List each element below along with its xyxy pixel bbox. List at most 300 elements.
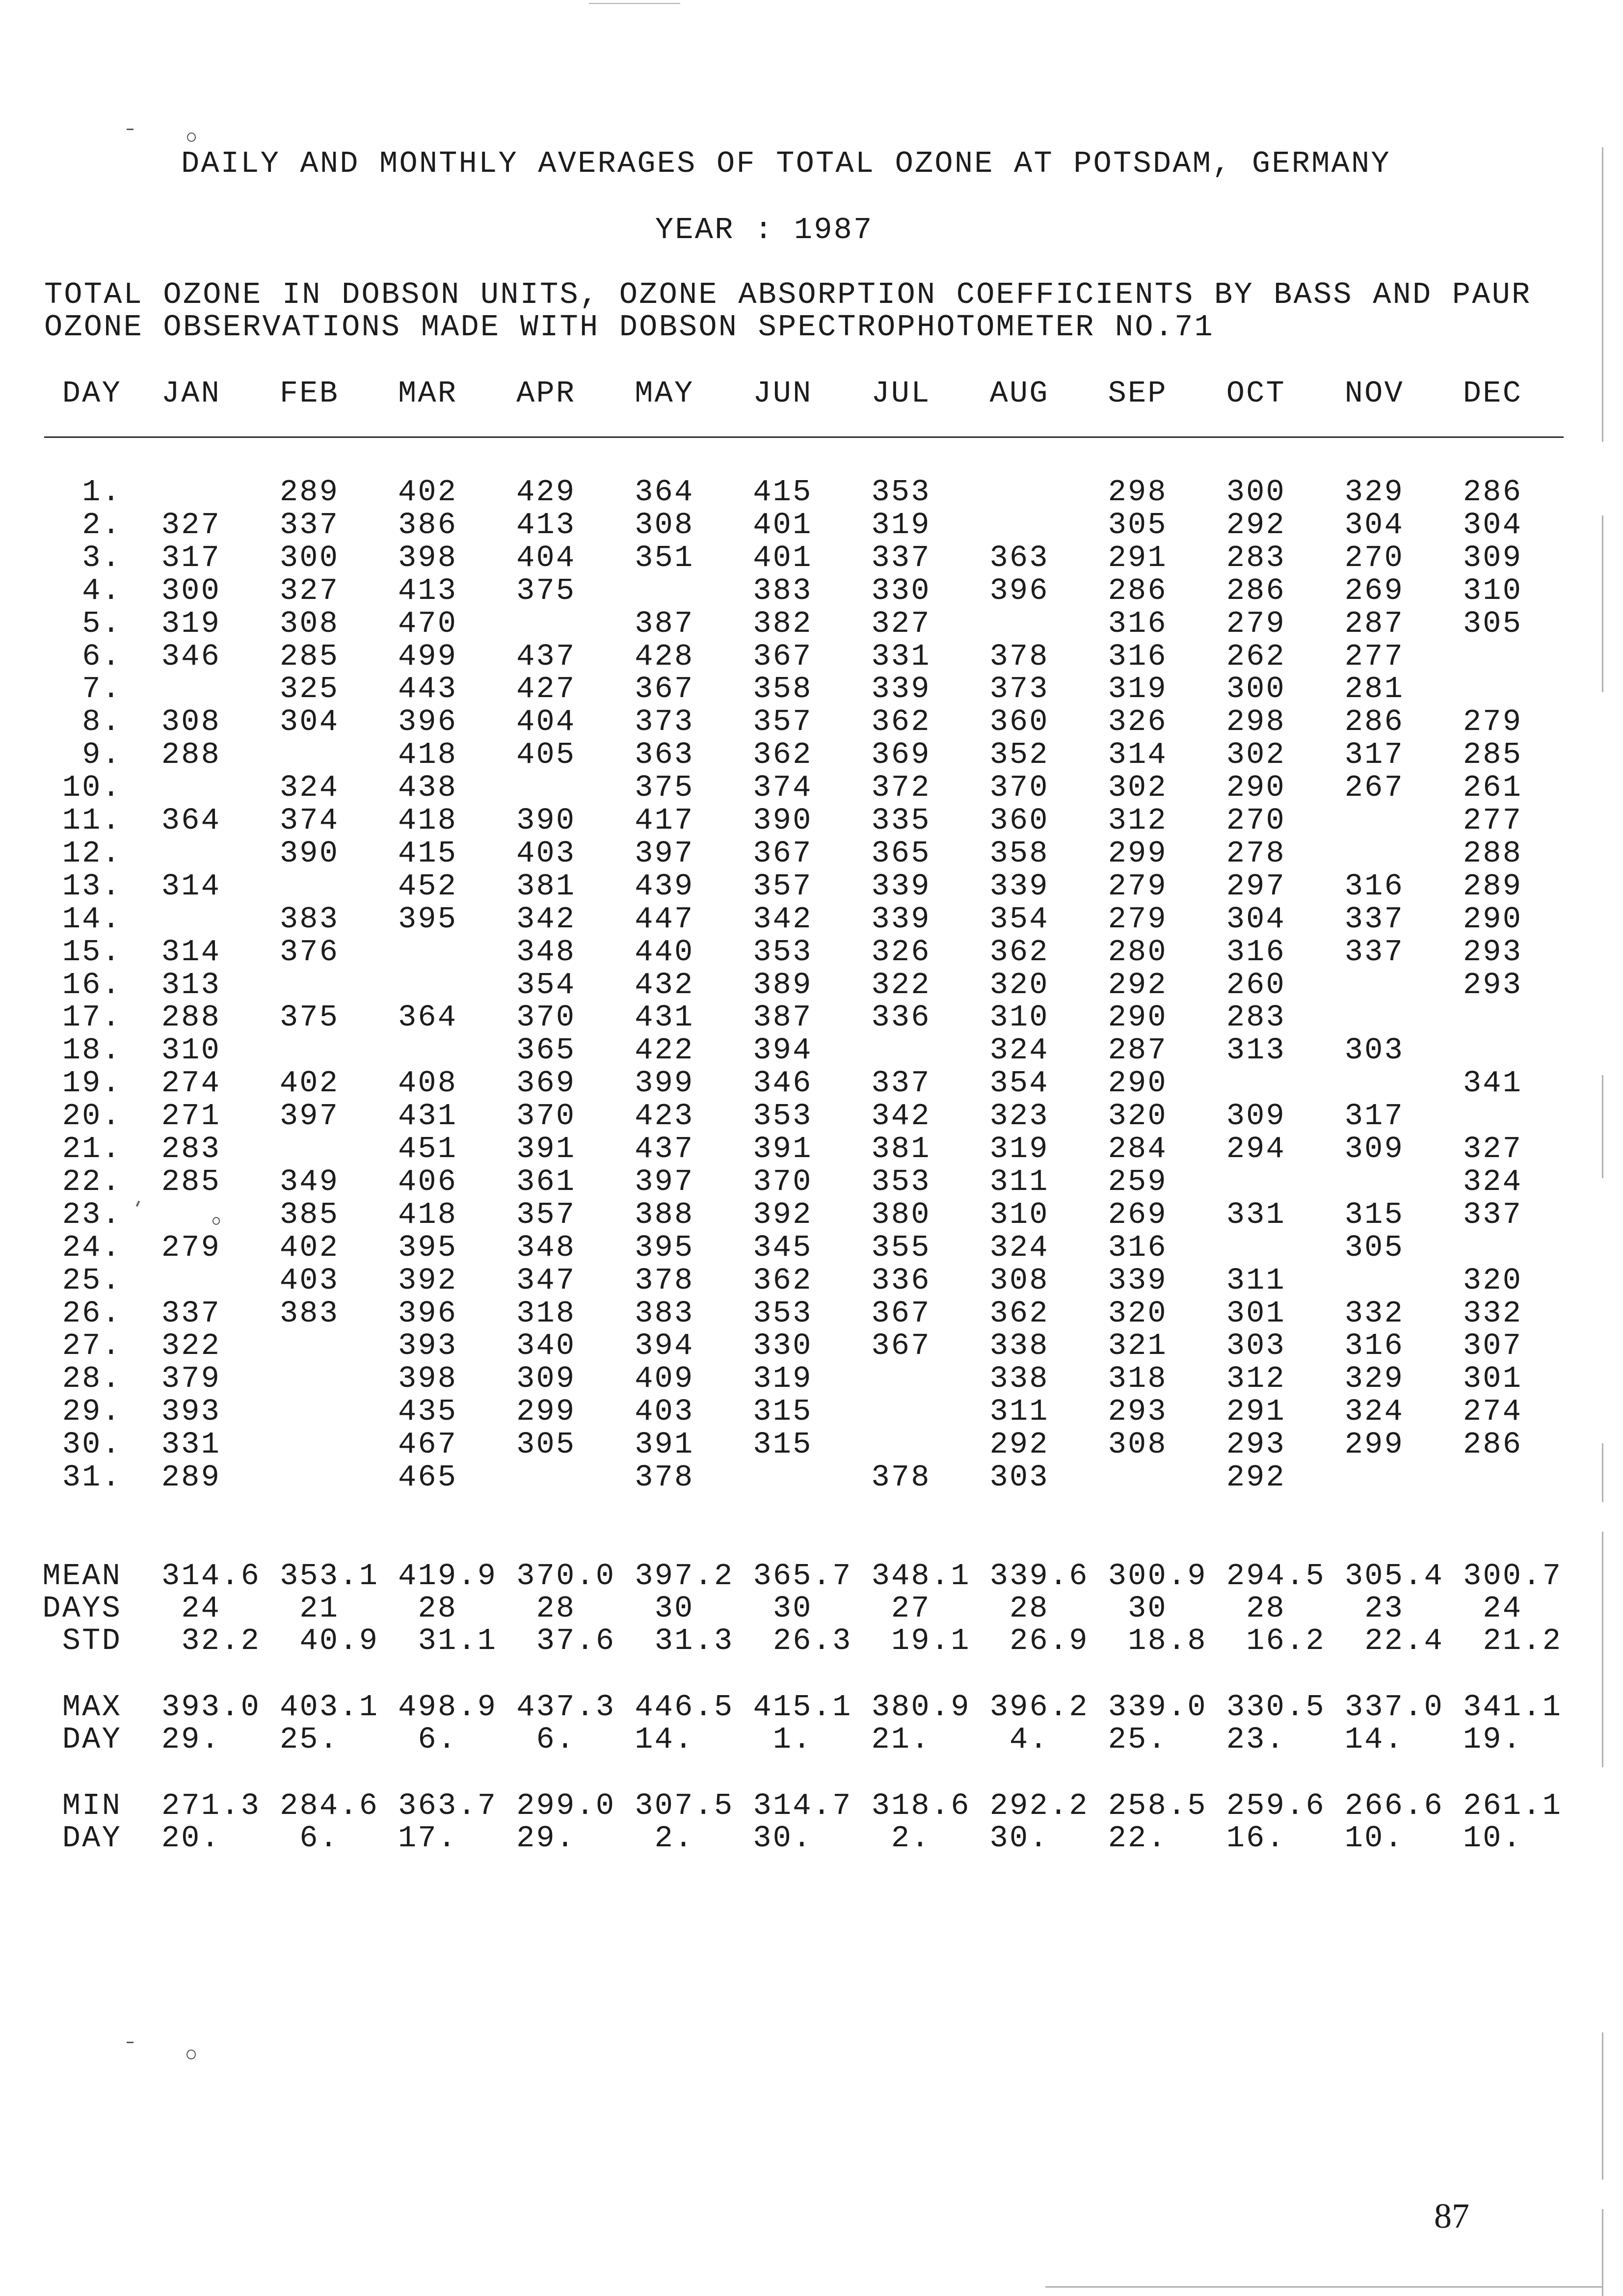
ozone-value: 316 (1344, 868, 1404, 904)
ozone-value: 383 (635, 1296, 694, 1331)
ozone-value: 290 (1108, 1066, 1168, 1101)
ozone-value: 305 (1108, 507, 1168, 542)
day-label: 27. (62, 1328, 122, 1364)
ozone-value: 293 (1463, 967, 1523, 1002)
ozone-value: 367 (871, 1296, 931, 1331)
ozone-value: 279 (161, 1230, 221, 1265)
ozone-value: 370 (753, 1164, 813, 1199)
ozone-value: 259 (1108, 1164, 1168, 1199)
day-label: 7. (82, 672, 122, 707)
summary-value: 403.1 (280, 1690, 379, 1725)
ozone-value: 417 (635, 803, 694, 838)
summary-value: 21.2 (1483, 1623, 1563, 1658)
summary-value: 27 (891, 1591, 931, 1626)
ozone-value: 286 (1226, 573, 1286, 608)
ozone-value: 283 (1226, 1000, 1286, 1035)
summary-value: 23 (1364, 1591, 1404, 1626)
summary-value: 30 (1128, 1591, 1168, 1626)
page-number: 87 (1434, 2196, 1469, 2236)
ozone-value: 331 (1226, 1197, 1286, 1232)
ozone-value: 312 (1108, 803, 1168, 838)
summary-value: 30. (753, 1821, 813, 1856)
summary-value: 22.4 (1364, 1623, 1444, 1658)
ozone-value: 353 (753, 1099, 813, 1134)
page-title: DAILY AND MONTHLY AVERAGES OF TOTAL OZONE AT POTSDAM, GERMANY (181, 146, 1391, 181)
ozone-value: 399 (635, 1066, 694, 1101)
ozone-value: 287 (1108, 1033, 1168, 1068)
ozone-value: 409 (635, 1361, 694, 1397)
ozone-value: 302 (1226, 737, 1286, 773)
summary-row-min-5 (0, 1789, 1623, 1822)
summary-label: DAYS (42, 1591, 122, 1626)
ozone-value: 284 (1108, 1132, 1168, 1166)
ozone-value: 277 (1344, 639, 1404, 674)
ozone-value: 329 (1344, 1361, 1404, 1397)
summary-label: MIN (62, 1788, 122, 1823)
ozone-value: 324 (1463, 1164, 1523, 1199)
ozone-value: 383 (279, 901, 340, 937)
scan-bottom-line (1045, 2286, 1602, 2288)
summary-value: 4. (1009, 1722, 1049, 1757)
ozone-value: 313 (161, 967, 221, 1002)
summary-value: 19.1 (891, 1623, 971, 1658)
summary-value: 22. (1108, 1821, 1168, 1856)
ozone-value: 353 (753, 1296, 813, 1331)
day-label: 19. (62, 1066, 122, 1101)
summary-value: 26.9 (1010, 1623, 1089, 1658)
ozone-value: 299 (516, 1394, 576, 1430)
ozone-value: 267 (1344, 770, 1404, 806)
ozone-value: 402 (279, 1230, 340, 1265)
ozone-value: 395 (398, 1230, 458, 1265)
summary-value: 299.0 (516, 1788, 616, 1823)
ozone-value: 337 (871, 540, 931, 575)
month-header-mar: MAR (398, 376, 458, 411)
summary-value: 363.7 (398, 1788, 498, 1823)
ozone-value: 325 (279, 672, 340, 707)
summary-value: 365.7 (753, 1559, 852, 1594)
ozone-value: 381 (516, 868, 576, 904)
ozone-value: 283 (1226, 540, 1286, 575)
ozone-value: 351 (635, 540, 694, 575)
ozone-value: 431 (398, 1099, 458, 1134)
summary-value: 300.7 (1463, 1559, 1563, 1594)
ozone-value: 316 (1108, 639, 1168, 674)
ozone-value: 339 (871, 672, 931, 707)
summary-row-day-6 (0, 1822, 1623, 1855)
summary-value: 419.9 (398, 1559, 498, 1594)
ozone-value: 437 (635, 1132, 694, 1166)
ozone-value: 317 (1344, 737, 1404, 773)
ozone-value: 361 (516, 1164, 576, 1199)
ozone-value: 335 (871, 803, 931, 838)
ozone-value: 339 (1108, 1263, 1168, 1298)
ozone-value: 294 (1226, 1132, 1286, 1166)
ozone-value: 320 (1108, 1099, 1168, 1134)
ozone-value: 470 (398, 606, 458, 641)
ozone-value: 403 (635, 1394, 694, 1430)
day-label: 8. (82, 704, 122, 740)
day-label: 24. (62, 1230, 122, 1265)
ozone-value: 358 (989, 836, 1049, 871)
day-label: 5. (82, 606, 122, 641)
ozone-value: 385 (279, 1197, 340, 1232)
ozone-value: 422 (635, 1033, 694, 1068)
ozone-value: 337 (871, 1066, 931, 1101)
ozone-value: 362 (753, 737, 813, 773)
ozone-value: 357 (753, 868, 813, 904)
summary-value: 32.2 (181, 1623, 261, 1658)
day-label: 4. (82, 573, 122, 608)
day-label: 21. (62, 1132, 122, 1166)
month-header-feb: FEB (279, 376, 340, 411)
summary-value: 330.5 (1226, 1690, 1326, 1725)
ozone-value: 270 (1226, 803, 1286, 838)
ozone-value: 303 (1226, 1328, 1286, 1364)
ozone-value: 293 (1108, 1394, 1168, 1430)
summary-value: 300.9 (1108, 1559, 1207, 1594)
ozone-value: 292 (989, 1427, 1049, 1462)
ozone-value: 327 (161, 507, 221, 542)
ozone-value: 354 (989, 901, 1049, 937)
day-label: 17. (62, 1000, 122, 1035)
ozone-value: 499 (398, 639, 458, 674)
summary-row-days-1 (0, 1592, 1623, 1625)
ozone-value: 279 (1108, 868, 1168, 904)
summary-value: 339.6 (989, 1559, 1089, 1594)
ozone-value: 418 (398, 737, 458, 773)
ozone-value: 386 (398, 507, 458, 542)
ozone-value: 375 (635, 770, 694, 806)
ozone-value: 374 (279, 803, 340, 838)
summary-value: 23. (1226, 1722, 1286, 1757)
ozone-value: 304 (279, 704, 340, 740)
day-label: 1. (82, 475, 122, 510)
ozone-value: 287 (1344, 606, 1404, 641)
ozone-value: 370 (989, 770, 1049, 806)
ozone-value: 339 (871, 901, 931, 937)
ozone-value: 329 (1344, 475, 1404, 510)
ozone-value: 397 (635, 836, 694, 871)
ozone-value: 279 (1463, 704, 1523, 740)
ozone-value: 347 (516, 1263, 576, 1298)
ozone-value: 337 (279, 507, 340, 542)
summary-label: DAY (62, 1821, 122, 1856)
ozone-value: 353 (753, 934, 813, 970)
day-label: 16. (62, 967, 122, 1002)
summary-value: 17. (398, 1821, 458, 1856)
ozone-value: 289 (1463, 868, 1523, 904)
year-line: YEAR : 1987 (655, 213, 874, 247)
ozone-value: 319 (753, 1361, 813, 1397)
day-label: 3. (82, 540, 122, 575)
ozone-value: 379 (161, 1361, 221, 1397)
ozone-value: 337 (1463, 1197, 1523, 1232)
ozone-value: 398 (398, 540, 458, 575)
summary-value: 14. (1344, 1722, 1404, 1757)
summary-value: 21. (871, 1722, 931, 1757)
summary-value: 28 (536, 1591, 576, 1626)
ozone-value: 322 (871, 967, 931, 1002)
day-label: 12. (62, 836, 122, 871)
ozone-value: 286 (1108, 573, 1168, 608)
ozone-value: 332 (1463, 1296, 1523, 1331)
ozone-value: 342 (753, 901, 813, 937)
summary-value: 318.6 (871, 1788, 971, 1823)
ozone-value: 352 (989, 737, 1049, 773)
ozone-value: 364 (635, 475, 694, 510)
ozone-value: 323 (989, 1099, 1049, 1134)
ozone-value: 383 (279, 1296, 340, 1331)
ozone-value: 314 (161, 868, 221, 904)
ozone-value: 353 (871, 1164, 931, 1199)
ozone-value: 280 (1108, 934, 1168, 970)
ozone-value: 319 (1108, 672, 1168, 707)
ozone-value: 337 (1344, 901, 1404, 937)
ozone-value: 382 (753, 606, 813, 641)
ozone-value: 423 (635, 1099, 694, 1134)
summary-value: 266.6 (1344, 1788, 1444, 1823)
ozone-value: 308 (635, 507, 694, 542)
ozone-value: 327 (279, 573, 340, 608)
ozone-value: 395 (635, 1230, 694, 1265)
ozone-value: 338 (989, 1328, 1049, 1364)
ozone-value: 314 (1108, 737, 1168, 773)
ozone-value: 330 (871, 573, 931, 608)
ozone-value: 392 (753, 1197, 813, 1232)
ozone-value: 451 (398, 1132, 458, 1166)
summary-value: 341.1 (1463, 1690, 1563, 1725)
ozone-value: 315 (753, 1394, 813, 1430)
ozone-value: 324 (1344, 1394, 1404, 1430)
summary-value: 259.6 (1226, 1788, 1326, 1823)
ozone-value: 405 (516, 737, 576, 773)
summary-value: 31.3 (654, 1623, 734, 1658)
summary-value: 314.6 (161, 1559, 261, 1594)
summary-value: 307.5 (635, 1788, 734, 1823)
ozone-value: 327 (871, 606, 931, 641)
ozone-value: 390 (753, 803, 813, 838)
ozone-value: 367 (753, 836, 813, 871)
ozone-value: 402 (279, 1066, 340, 1101)
summary-value: 28 (1246, 1591, 1286, 1626)
ozone-value: 387 (753, 1000, 813, 1035)
summary-value: 2. (891, 1821, 931, 1856)
ozone-value: 338 (989, 1361, 1049, 1397)
ozone-value: 370 (516, 1099, 576, 1134)
ozone-value: 396 (989, 573, 1049, 608)
ozone-value: 320 (1108, 1296, 1168, 1331)
ozone-value: 300 (161, 573, 221, 608)
ozone-value: 288 (161, 1000, 221, 1035)
ozone-value: 330 (753, 1328, 813, 1364)
ozone-value: 431 (635, 1000, 694, 1035)
ozone-value: 380 (871, 1197, 931, 1232)
ozone-value: 316 (1108, 1230, 1168, 1265)
day-label: 25. (62, 1263, 122, 1298)
ozone-value: 389 (753, 967, 813, 1002)
ozone-value: 293 (1463, 934, 1523, 970)
ozone-value: 363 (989, 540, 1049, 575)
ozone-value: 362 (989, 934, 1049, 970)
ozone-value: 375 (279, 1000, 340, 1035)
summary-value: 415.1 (753, 1690, 852, 1725)
ozone-value: 375 (516, 573, 576, 608)
ozone-value: 326 (1108, 704, 1168, 740)
ozone-value: 362 (989, 1296, 1049, 1331)
ozone-value: 353 (871, 475, 931, 510)
summary-value: 19. (1463, 1722, 1523, 1757)
ozone-value: 320 (1463, 1263, 1523, 1298)
ozone-value: 292 (1226, 1460, 1286, 1495)
ozone-value: 394 (635, 1328, 694, 1364)
day-label: 22. (62, 1164, 122, 1199)
ozone-value: 316 (1108, 606, 1168, 641)
ozone-value: 378 (871, 1460, 931, 1495)
summary-value: 337.0 (1344, 1690, 1444, 1725)
ozone-value: 279 (1108, 901, 1168, 937)
units-line: TOTAL OZONE IN DOBSON UNITS, OZONE ABSORPTION COEFFICIENTS BY BASS AND PAUR (44, 277, 1532, 312)
summary-value: 446.5 (635, 1690, 734, 1725)
summary-label: MAX (62, 1690, 122, 1725)
ozone-value: 336 (871, 1263, 931, 1298)
ozone-value: 271 (161, 1099, 221, 1134)
ozone-value: 309 (516, 1361, 576, 1397)
ozone-value: 270 (1344, 540, 1404, 575)
ozone-value: 336 (871, 1000, 931, 1035)
ozone-value: 362 (871, 704, 931, 740)
ozone-value: 397 (635, 1164, 694, 1199)
ozone-value: 285 (1463, 737, 1523, 773)
ozone-value: 312 (1226, 1361, 1286, 1397)
day-column-header: DAY (62, 376, 122, 411)
ozone-value: 331 (161, 1427, 221, 1462)
summary-value: 284.6 (280, 1788, 379, 1823)
ozone-value: 432 (635, 967, 694, 1002)
summary-label: MEAN (42, 1559, 122, 1594)
summary-value: 437.3 (516, 1690, 616, 1725)
day-label: 23. (62, 1197, 122, 1232)
ozone-value: 367 (635, 672, 694, 707)
day-label: 30. (62, 1427, 122, 1462)
ozone-value: 286 (1463, 475, 1523, 510)
ozone-value: 465 (398, 1460, 458, 1495)
ozone-value: 364 (161, 803, 221, 838)
month-header-dec: DEC (1463, 376, 1523, 411)
ozone-value: 318 (516, 1296, 576, 1331)
day-label: 15. (62, 934, 122, 970)
summary-value: 28 (418, 1591, 458, 1626)
ozone-value: 357 (516, 1197, 576, 1232)
ozone-value: 396 (398, 1296, 458, 1331)
summary-row-day-4 (0, 1723, 1623, 1756)
day-label: 13. (62, 868, 122, 904)
summary-label: DAY (62, 1722, 122, 1757)
summary-label: STD (62, 1623, 122, 1658)
ozone-value: 291 (1108, 540, 1168, 575)
ozone-value: 388 (635, 1197, 694, 1232)
ozone-value: 408 (398, 1066, 458, 1101)
month-header-jan: JAN (161, 376, 221, 411)
ozone-value: 440 (635, 934, 694, 970)
ozone-value: 367 (871, 1328, 931, 1364)
ozone-value: 300 (1226, 475, 1286, 510)
ozone-value: 286 (1344, 704, 1404, 740)
ozone-value: 392 (398, 1263, 458, 1298)
ozone-value: 304 (1226, 901, 1286, 937)
summary-value: 6. (536, 1722, 576, 1757)
ozone-value: 345 (753, 1230, 813, 1265)
ozone-value: 393 (161, 1394, 221, 1430)
summary-value: 261.1 (1463, 1788, 1563, 1823)
scan-ring-bottom (186, 2050, 196, 2059)
ozone-value: 285 (279, 639, 340, 674)
ozone-value: 406 (398, 1164, 458, 1199)
ozone-value: 301 (1226, 1296, 1286, 1331)
ozone-value: 310 (1463, 573, 1523, 608)
summary-value: 396.2 (989, 1690, 1089, 1725)
summary-value: 1. (772, 1722, 813, 1757)
ozone-value: 262 (1226, 639, 1286, 674)
ozone-value: 314 (161, 934, 221, 970)
ozone-value: 404 (516, 704, 576, 740)
ozone-value: 437 (516, 639, 576, 674)
summary-value: 37.6 (536, 1623, 616, 1658)
ozone-value: 317 (161, 540, 221, 575)
ozone-value: 349 (279, 1164, 340, 1199)
ozone-value: 354 (989, 1066, 1049, 1101)
ozone-value: 289 (279, 475, 340, 510)
summary-value: 25. (279, 1722, 340, 1757)
ozone-value: 290 (1463, 901, 1523, 937)
summary-value: 498.9 (398, 1690, 498, 1725)
ozone-value: 310 (989, 1197, 1049, 1232)
ozone-value: 310 (161, 1033, 221, 1068)
ozone-value: 305 (1344, 1230, 1404, 1265)
day-label: 20. (62, 1099, 122, 1134)
summary-value: 339.0 (1108, 1690, 1207, 1725)
ozone-value: 290 (1226, 770, 1286, 806)
scan-edge-line (1602, 1532, 1603, 1767)
summary-value: 30. (989, 1821, 1049, 1856)
ozone-value: 415 (753, 475, 813, 510)
summary-value: 26.3 (772, 1623, 852, 1658)
ozone-value: 308 (989, 1263, 1049, 1298)
ozone-value: 311 (989, 1394, 1049, 1430)
ozone-value: 415 (398, 836, 458, 871)
summary-value: 370.0 (516, 1559, 616, 1594)
ozone-value: 467 (398, 1427, 458, 1462)
summary-value: 292.2 (989, 1788, 1089, 1823)
ozone-value: 298 (1108, 475, 1168, 510)
day-label: 18. (62, 1033, 122, 1068)
ozone-value: 285 (161, 1164, 221, 1199)
summary-value: 25. (1108, 1722, 1168, 1757)
month-header-sep: SEP (1108, 376, 1168, 411)
ozone-value: 319 (989, 1132, 1049, 1166)
ozone-value: 418 (398, 1197, 458, 1232)
ozone-value: 283 (161, 1132, 221, 1166)
ozone-value: 269 (1344, 573, 1404, 608)
ozone-value: 342 (516, 901, 576, 937)
ozone-value: 277 (1463, 803, 1523, 838)
ozone-value: 278 (1226, 836, 1286, 871)
ozone-value: 391 (516, 1132, 576, 1166)
ozone-value: 299 (1344, 1427, 1404, 1462)
scan-edge-line (1602, 2032, 1603, 2180)
summary-value: 258.5 (1108, 1788, 1207, 1823)
ozone-value: 320 (989, 967, 1049, 1002)
